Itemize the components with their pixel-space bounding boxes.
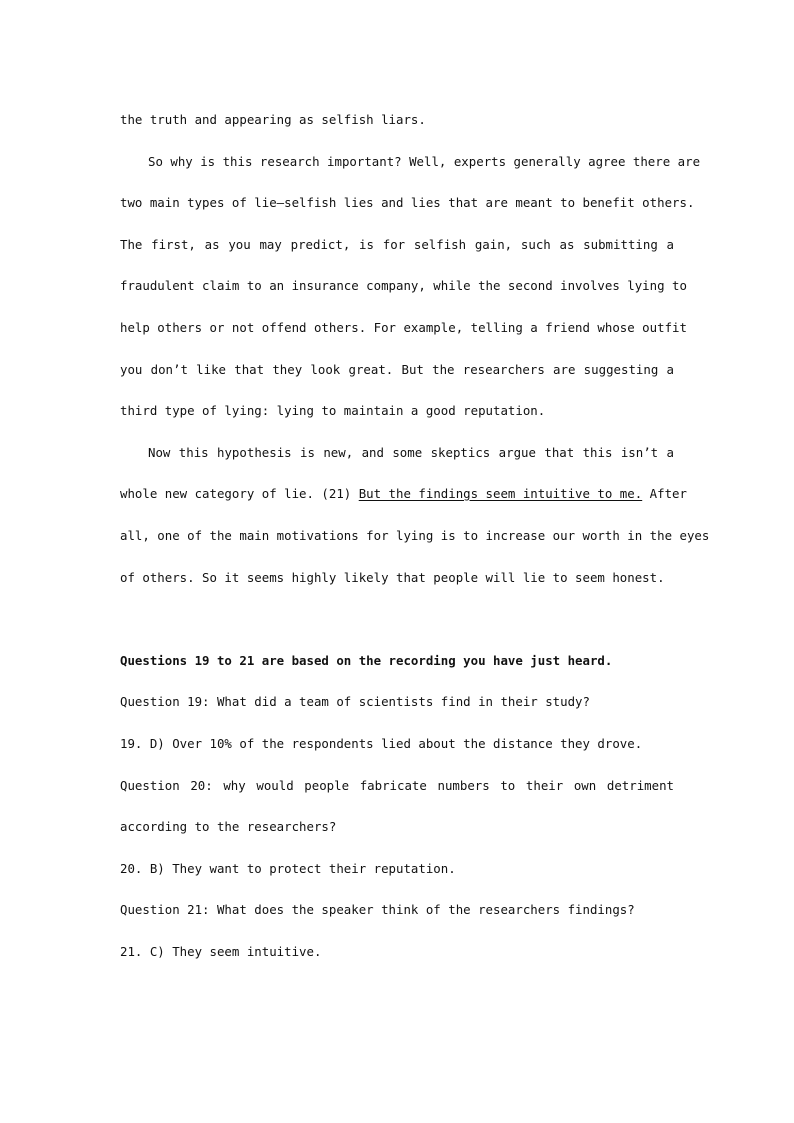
questions-heading: Questions 19 to 21 are based on the recording you have just heard. bbox=[120, 653, 613, 668]
paragraph-3-line-4: of others. So it seems highly likely that people will lie to seem honest. bbox=[120, 570, 665, 585]
paragraph-3-line-2 bbox=[120, 486, 687, 502]
question-19: Question 19: What did a team of scientists find in their study? bbox=[120, 694, 590, 709]
underlined-answer-21: But the findings seem intuitive to me. bbox=[358, 486, 643, 501]
paragraph-2-line-4: fraudulent claim to an insurance company, while the second involves lying to bbox=[120, 278, 687, 293]
paragraph-2-line-2: two main types of lie—selfish lies and lies that are meant to benefit others. bbox=[120, 195, 695, 210]
paragraph-3-line-1: Now this hypothesis is new, and some skeptics argue that this isn’t a bbox=[148, 445, 674, 460]
answer-19: 19. D) Over 10% of the respondents lied about the distance they drove. bbox=[120, 736, 643, 751]
paragraph-2-line-5: help others or not offend others. For example, telling a friend whose outfit bbox=[120, 320, 687, 335]
answer-21: 21. C) They seem intuitive. bbox=[120, 944, 322, 959]
document-page bbox=[120, 0, 710, 1123]
paragraph-3-line-2-tail: After bbox=[642, 486, 687, 501]
question-21: Question 21: What does the speaker think of the researchers findings? bbox=[120, 902, 635, 917]
question-20-line-1: Question 20: why would people fabricate numbers to their own detriment bbox=[120, 778, 674, 793]
paragraph-3-line-2-text: whole new category of lie. (21) bbox=[120, 486, 359, 501]
question-20-line-2: according to the researchers? bbox=[120, 819, 337, 834]
paragraph-2-line-6: you don’t like that they look great. But the researchers are suggesting a bbox=[120, 362, 674, 377]
paragraph-2-line-1: So why is this research important? Well, experts generally agree there are bbox=[148, 154, 701, 169]
paragraph-2-line-7: third type of lying: lying to maintain a good reputation. bbox=[120, 403, 546, 418]
paragraph-1-line-1: the truth and appearing as selfish liars. bbox=[120, 112, 426, 127]
paragraph-3-line-3: all, one of the main motivations for lying is to increase our worth in the eyes bbox=[120, 528, 710, 543]
paragraph-2-line-3: The first, as you may predict, is for selfish gain, such as submitting a bbox=[120, 237, 674, 252]
answer-20: 20. B) They want to protect their reputation. bbox=[120, 861, 456, 876]
